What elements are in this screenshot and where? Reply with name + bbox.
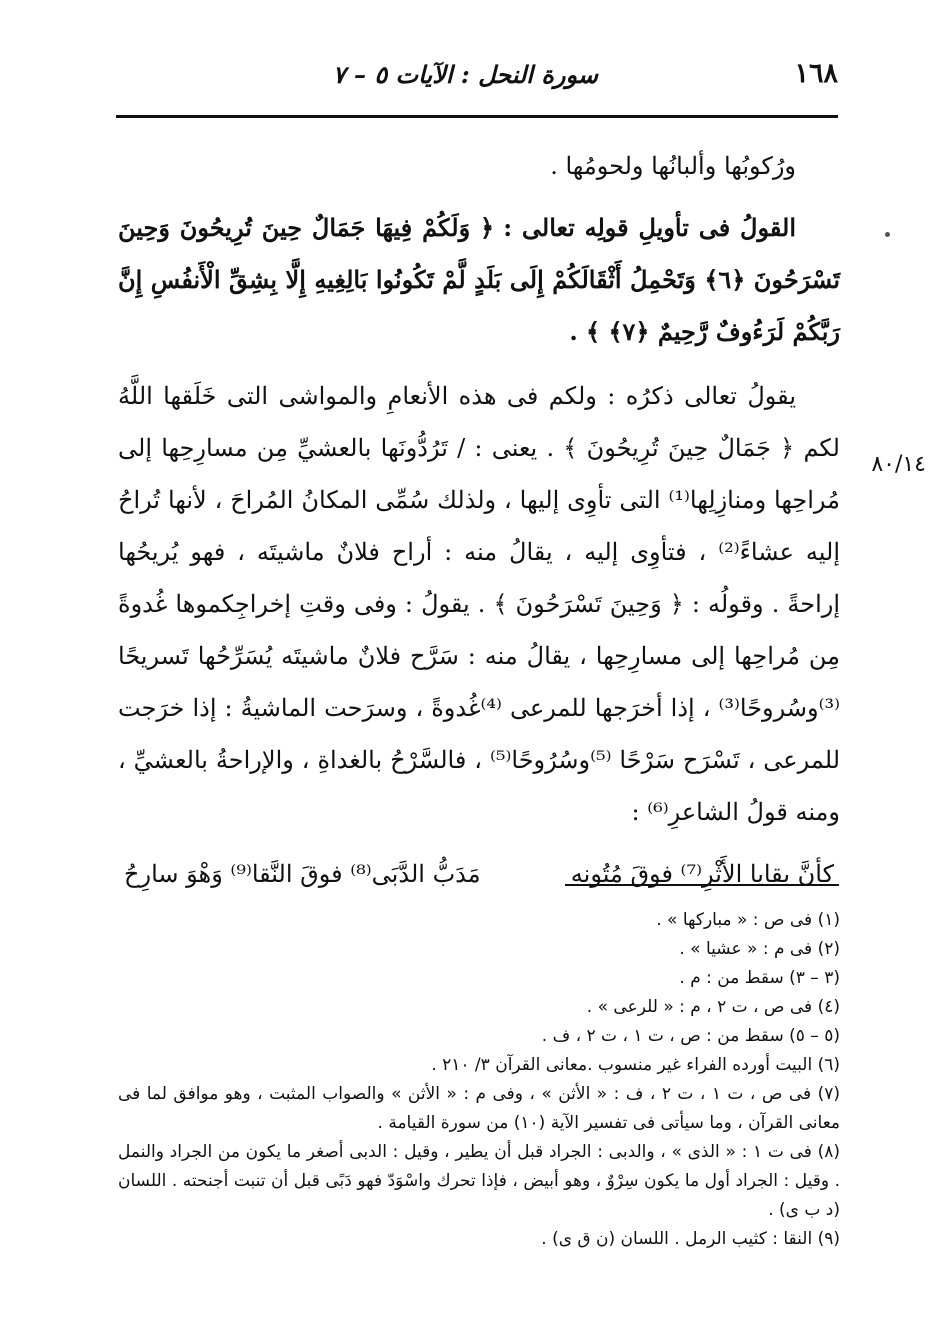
quran-quote-paragraph bbox=[118, 202, 840, 358]
footnote-separator bbox=[565, 884, 839, 886]
margin-page-reference: ٨٠/١٤ bbox=[871, 452, 926, 477]
header-rule bbox=[116, 115, 838, 118]
footnotes bbox=[118, 906, 840, 1254]
poem-first-hemistich: كأنَّ بقايا الأَثْرِ⁽⁷⁾ فوقَ مُتُونِه bbox=[570, 860, 834, 888]
main-text bbox=[118, 140, 840, 900]
paragraph-opening: ورُكوبُها وألبانُها ولحومُها . bbox=[550, 152, 796, 180]
quran-verse: ﴿ وَلَكُمْ فِيهَا جَمَالٌ حِينَ تُرِيحُونَ وَحِينَ تَسْرَحُونَ ﴿٦﴾ وَتَحْمِلُ أَثْقَالَكُمْ إِلَى بَلَدٍ لَّمْ تَكُونُوا بَالِغِيهِ إِلَّا بِشِقِّ الْأَنفُسِ إِنَّ رَبَّكُمْ لَرَءُوفٌ رَّحِيمٌ ﴿٧﴾ ﴾ . bbox=[118, 213, 840, 346]
page-number: ١٦٨ bbox=[794, 58, 838, 89]
poem-second-hemistich: مَدَبُّ الدَّبَى⁽⁸⁾ فوقَ النَّقا⁽⁹⁾ وَهْوَ سارِحُ bbox=[124, 860, 481, 888]
footnote: (٢) فى م : « عشيا » . bbox=[679, 939, 840, 959]
footnote: (٣ – ٣) سقط من : م . bbox=[679, 968, 840, 988]
footnote: (٤) فى ص ، ت ٢ ، م : « للرعى » . bbox=[586, 997, 840, 1017]
footnote: (٨) فى ت ١ : « الذى » ، والدبى : الجراد قبل أن يطير ، وقيل : الدبى أصغر ما يكون من الجراد والنمل . وقيل : الجراد أول ما يكون سِرْوٌ ، وهو أبيض ، فإذا تحرك واسْوَدّ فهو دَبًى قبل أن تنبت أجنحته . اللسان (د ب ى) . bbox=[118, 1142, 840, 1220]
commentary-paragraph: يقولُ تعالى ذكرُه : ولكم فى هذه الأنعامِ والمواشى التى خَلَقها اللَّهُ لكم ﴿ جَمَالٌ حِينَ تُرِيحُونَ ﴾ . يعنى : / تَرُدُّونَها بالعشيِّ مِن مسارِحِها إلى مُراحِها ومنازِلِها⁽¹⁾ التى تأوِى إليها ، ولذلك سُمِّى المكانُ المُراحَ ، لأنها تُراحُ إليه عشاءً⁽²⁾ ، فتأوِى إليه ، يقالُ منه : أراح فلانٌ ماشيتَه ، فهو يُريحُها إراحةً . وقولُه : ﴿ وَحِينَ تَسْرَحُونَ ﴾ . يقولُ : وفى وقتِ إخراجِكموها غُدوةً مِن مُراحِها إلى مسارِحِها ، يقالُ منه : سَرَّح فلانٌ ماشيتَه يُسَرِّحُها تَسريحًا ⁽³⁾وسُروحًا⁽³⁾ ، إذا أخرَجها للمرعى ⁽⁴⁾غُدوةً ، وسرَحت الماشيةُ : إذا خرَجت للمرعى ، تَسْرَح سَرْحًا ⁽⁵⁾وسُرُوحًا⁽⁵⁾ ، فالسَّرْحُ بالغداةِ ، والإراحةُ بالعشيِّ ، ومنه قولُ الشاعرِ⁽⁶⁾ : bbox=[118, 382, 841, 826]
footnote: (١) فى ص : « مباركها » . bbox=[656, 910, 840, 930]
quote-heading: القولُ فى تأويلِ قولِه تعالى : bbox=[503, 213, 796, 242]
footnote: (٧) فى ص ، ت ١ ، ت ٢ ، ف : « الأثن » ، وفى م : « الأثن » والصواب المثبت ، وهو موافق لما فى معانى القرآن ، وما سيأتى فى تفسير الآية (١٠) من سورة القيامة . bbox=[118, 1084, 840, 1133]
footnote: (٥ – ٥) سقط من : ص ، ت ١ ، ت ٢ ، ف . bbox=[541, 1026, 840, 1046]
stray-mark-dot bbox=[885, 232, 890, 237]
footnote: (٦) البيت أورده الفراء غير منسوب .معانى القرآن ٣/ ٢١٠ . bbox=[431, 1055, 840, 1075]
footnote: (٩) النقا : كثيب الرمل . اللسان (ن ق ى) . bbox=[541, 1229, 840, 1249]
running-title: سورة النحل : الآيات ٥ – ٧ bbox=[332, 60, 598, 89]
page-header bbox=[112, 58, 838, 98]
poetry-verse bbox=[118, 848, 840, 900]
